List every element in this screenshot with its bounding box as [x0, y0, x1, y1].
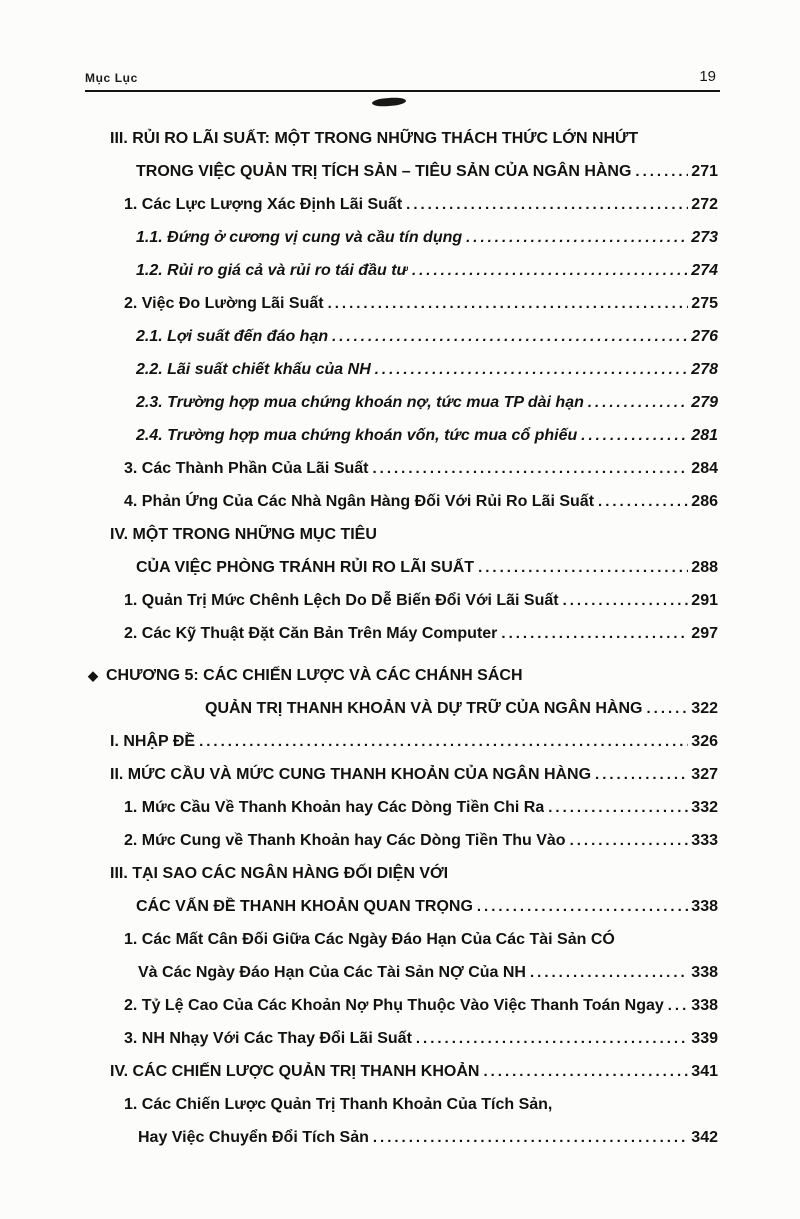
toc-entry-line: [88, 518, 718, 551]
toc-entry: [88, 758, 718, 791]
toc-entry-text: 1. Quản Trị Mức Chênh Lệch Do Dễ Biến Đổi Với Lãi Suất: [124, 592, 559, 609]
toc-entry-line: [88, 791, 718, 824]
toc-list: [88, 122, 718, 1154]
toc-entry-text: 2. Tỷ Lệ Cao Của Các Khoản Nợ Phụ Thuộc Vào Việc Thanh Toán Ngay: [124, 997, 664, 1014]
dot-leader: [647, 692, 689, 725]
toc-entry-line: [88, 923, 718, 956]
chapter-bullet-icon: ◆: [88, 668, 98, 683]
toc-entry: [88, 452, 718, 485]
dot-leader: [483, 1055, 688, 1088]
toc-entry-page: 332: [691, 799, 718, 816]
toc-entry: [88, 320, 718, 353]
toc-entry-line: [88, 758, 718, 791]
toc-entry-text: I. NHẬP ĐỀ: [110, 733, 196, 750]
toc-entry-text: 2. Các Kỹ Thuật Đặt Căn Bản Trên Máy Computer: [124, 625, 498, 642]
dot-leader: [588, 386, 688, 419]
ink-smudge-mark: [372, 97, 406, 107]
dot-leader: [373, 1121, 688, 1154]
dot-leader: [477, 890, 688, 923]
toc-entry: [88, 857, 718, 923]
toc-entry-line: [88, 386, 718, 419]
toc-entry-line: [88, 956, 718, 989]
toc-entry-text: 1. Mức Cầu Về Thanh Khoản hay Các Dòng Tiền Chi Ra: [124, 799, 545, 816]
toc-entry-line: [88, 659, 718, 692]
toc-entry-page: 275: [691, 295, 718, 312]
toc-entry-line: [88, 452, 718, 485]
toc-entry-page: 338: [691, 997, 718, 1014]
toc-entry-line: [88, 287, 718, 320]
dot-leader: [598, 485, 688, 518]
header-rule: [85, 90, 720, 92]
toc-entry-text: 3. Các Thành Phần Của Lãi Suất: [124, 460, 369, 477]
toc-entry-text: 1. Các Mất Cân Đối Giữa Các Ngày Đáo Hạn Của Các Tài Sản CÓ: [124, 931, 615, 948]
toc-entry: [88, 923, 718, 989]
toc-entry: [88, 659, 718, 725]
toc-entry-text: TRONG VIỆC QUẢN TRỊ TÍCH SẢN – TIÊU SẢN CỦA NGÂN HÀNG: [136, 163, 632, 180]
toc-entry-text: III. RỦI RO LÃI SUẤT: MỘT TRONG NHỮNG THÁCH THỨC LỚN NHỨT: [110, 130, 639, 147]
toc-entry: [88, 221, 718, 254]
dot-leader: [373, 452, 689, 485]
running-header-title: Mục Lục: [85, 71, 138, 85]
toc-entry: [88, 485, 718, 518]
toc-entry-text: 2.3. Trường hợp mua chứng khoán nợ, tức mua TP dài hạn: [136, 394, 584, 411]
dot-leader: [412, 254, 688, 287]
toc-entry-page: 322: [691, 700, 718, 717]
dot-leader: [199, 725, 688, 758]
toc-entry-page: 273: [691, 229, 718, 246]
toc-entry-page: 341: [691, 1063, 718, 1080]
toc-entry-page: 338: [691, 964, 718, 981]
toc-entry: [88, 584, 718, 617]
toc-entry-line: [88, 419, 718, 452]
toc-entry-page: 281: [691, 427, 718, 444]
toc-entry-text: 2.2. Lãi suất chiết khấu của NH: [136, 361, 371, 378]
page-number: 19: [699, 68, 716, 85]
dot-leader: [328, 287, 689, 320]
toc-entry-text: 2.4. Trường hợp mua chứng khoán vốn, tức mua cổ phiếu: [136, 427, 578, 444]
toc-entry-text: IV. MỘT TRONG NHỮNG MỤC TIÊU: [110, 526, 377, 543]
toc-entry: [88, 1022, 718, 1055]
toc-entry-page: 288: [691, 559, 718, 576]
toc-entry-line: [88, 989, 718, 1022]
toc-entry-page: 274: [691, 262, 718, 279]
toc-entry-text: QUẢN TRỊ THANH KHOẢN VÀ DỰ TRỮ CỦA NGÂN HÀNG: [205, 700, 643, 717]
toc-entry-text: 3. NH Nhạy Với Các Thay Đổi Lãi Suất: [124, 1030, 412, 1047]
toc-entry-line: [88, 857, 718, 890]
dot-leader: [332, 320, 688, 353]
toc-entry: [88, 353, 718, 386]
toc-entry-text: 2. Mức Cung về Thanh Khoản hay Các Dòng Tiền Thu Vào: [124, 832, 566, 849]
toc-entry-line: [88, 1088, 718, 1121]
toc-entry-text: II. MỨC CẦU VÀ MỨC CUNG THANH KHOẢN CỦA NGÂN HÀNG: [110, 766, 592, 783]
toc-entry-line: [88, 155, 718, 188]
toc-entry: [88, 824, 718, 857]
toc-entry-line: [88, 551, 718, 584]
dot-leader: [466, 221, 688, 254]
toc-entry-text: 2. Việc Đo Lường Lãi Suất: [124, 295, 324, 312]
dot-leader: [635, 155, 688, 188]
toc-entry-page: 286: [691, 493, 718, 510]
toc-entry-line: [88, 188, 718, 221]
toc-entry-text: 1.1. Đứng ở cương vị cung và cầu tín dụng: [136, 229, 463, 246]
toc-entry: [88, 1055, 718, 1088]
toc-entry-line: [88, 1022, 718, 1055]
dot-leader: [416, 1022, 688, 1055]
running-header: [85, 68, 720, 85]
toc-entry-page: 276: [691, 328, 718, 345]
dot-leader: [563, 584, 689, 617]
toc-entry-line: [88, 221, 718, 254]
toc-entry: [88, 188, 718, 221]
toc-entry-line: [88, 824, 718, 857]
toc-entry-page: 342: [691, 1129, 718, 1146]
toc-entry: [88, 518, 718, 584]
toc-entry-line: [88, 254, 718, 287]
dot-leader: [595, 758, 688, 791]
dot-leader: [406, 188, 688, 221]
dot-leader: [530, 956, 688, 989]
toc-entry-text: 4. Phản Ứng Của Các Nhà Ngân Hàng Đối Với Rủi Ro Lãi Suất: [124, 493, 595, 510]
toc-entry-page: 297: [691, 625, 718, 642]
toc-entry-page: 339: [691, 1030, 718, 1047]
toc-entry: [88, 617, 718, 650]
toc-entry-page: 271: [691, 163, 718, 180]
dot-leader: [478, 551, 688, 584]
dot-leader: [375, 353, 689, 386]
dot-leader: [668, 989, 689, 1022]
toc-entry-text: 1. Các Lực Lượng Xác Định Lãi Suất: [124, 196, 403, 213]
toc-entry-page: 284: [691, 460, 718, 477]
toc-entry-text: CHƯƠNG 5: CÁC CHIẾN LƯỢC VÀ CÁC CHÁNH SÁCH: [106, 667, 523, 684]
toc-entry: [88, 254, 718, 287]
toc-entry-line: [88, 584, 718, 617]
toc-entry-page: 291: [691, 592, 718, 609]
toc-entry-text: CỦA VIỆC PHÒNG TRÁNH RỦI RO LÃI SUẤT: [136, 559, 475, 576]
toc-entry: [88, 989, 718, 1022]
toc-entry-page: 333: [691, 832, 718, 849]
dot-leader: [501, 617, 688, 650]
toc-entry-text: Hay Việc Chuyển Đổi Tích Sản: [138, 1129, 369, 1146]
toc-entry-line: [88, 890, 718, 923]
toc-entry-line: [88, 485, 718, 518]
toc-entry-line: [88, 122, 718, 155]
toc-entry-line: [88, 1055, 718, 1088]
dot-leader: [548, 791, 688, 824]
dot-leader: [570, 824, 689, 857]
toc-entry-text: 2.1. Lợi suất đến đáo hạn: [136, 328, 329, 345]
toc-entry-page: 279: [691, 394, 718, 411]
toc-entry-text: IV. CÁC CHIẾN LƯỢC QUẢN TRỊ THANH KHOẢN: [110, 1063, 480, 1080]
toc-entry-text: III. TẠI SAO CÁC NGÂN HÀNG ĐỐI DIỆN VỚI: [110, 865, 449, 882]
toc-entry: [88, 1088, 718, 1154]
toc-entry: [88, 386, 718, 419]
toc-entry: [88, 287, 718, 320]
toc-entry: [88, 419, 718, 452]
toc-entry-line: [88, 617, 718, 650]
toc-entry-line: [88, 692, 718, 725]
toc-entry: [88, 725, 718, 758]
toc-entry: [88, 791, 718, 824]
toc-entry: [88, 122, 718, 188]
toc-entry-text: 1.2. Rủi ro giá cả và rủi ro tái đầu tư: [136, 262, 408, 279]
toc-entry-line: [88, 320, 718, 353]
toc-entry-page: 326: [691, 733, 718, 750]
dot-leader: [581, 419, 688, 452]
toc-entry-page: 327: [691, 766, 718, 783]
toc-entry-text: 1. Các Chiến Lược Quản Trị Thanh Khoản Của Tích Sản,: [124, 1096, 553, 1113]
toc-entry-line: [88, 1121, 718, 1154]
toc-entry-line: [88, 725, 718, 758]
toc-entry-page: 338: [691, 898, 718, 915]
toc-entry-page: 272: [691, 196, 718, 213]
toc-entry-text: Và Các Ngày Đáo Hạn Của Các Tài Sản NỢ Của NH: [138, 964, 526, 981]
toc-entry-line: [88, 353, 718, 386]
toc-entry-page: 278: [691, 361, 718, 378]
toc-entry-text: CÁC VẤN ĐỀ THANH KHOẢN QUAN TRỌNG: [136, 898, 473, 915]
